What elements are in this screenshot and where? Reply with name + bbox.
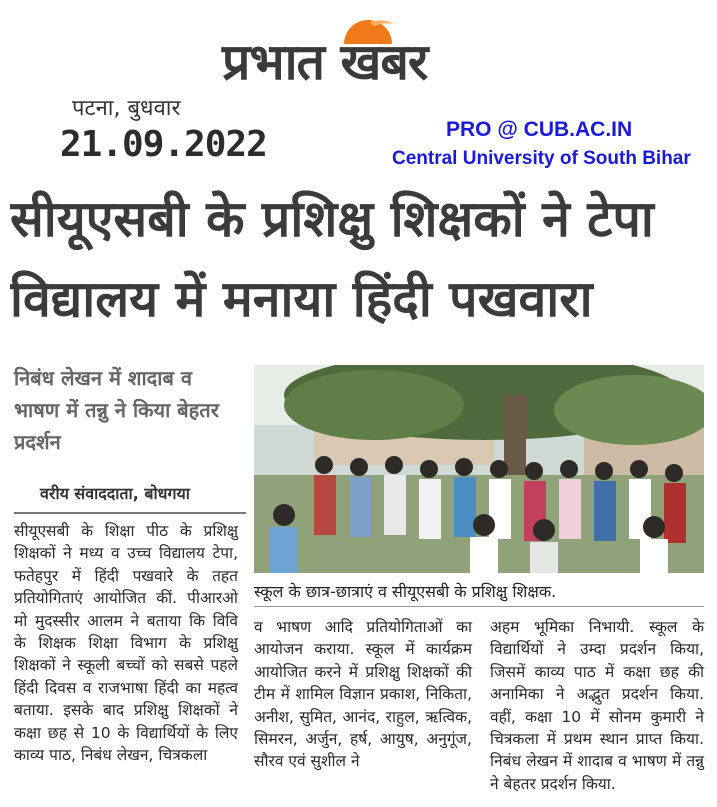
caption-divider (254, 606, 704, 607)
article-column-3 (490, 616, 704, 795)
article-text: अहम भूमिका निभायी. स्कूल के विद्यार्थियों ने उम्दा प्रदर्शन किया, जिसमें काव्य पाठ में कक्षा छह की अनामिका ने अद्भुत प्रदर्शन किया. वहीं, कक्षा 10 में सोनम कुमारी ने चित्रकला में प्रथम स्थान प्राप्त किया. निबंध लेखन में शादाब व भाषण में तन्नु ने बेहतर प्रदर्शन किया. (490, 618, 704, 793)
article-text: सीयूएसबी के शिक्षा पीठ के प्रशिक्षु शिक्षकों ने मध्य व उच्च विद्यालय टेपा, फतेहपुर में हिंदी पखवारे के तहत प्रतियोगिताएं आयोजित कीं. पीआरओ मो मुदस्सीर आलम ने बताया कि विवि के शिक्षक शिक्षा विभाग के प्रशिक्षु शिक्षकों ने स्कूली बच्चों को सबसे पहले हिंदी दिवस व राजभाषा हिंदी का महत्व बताया. इसके बाद प्रशिक्षु शिक्षकों ने कक्षा छह से 10 के विद्यार्थियों के लिए काव्य पाठ, निबंध लेखन, चित्रकला (14, 522, 238, 765)
headline-line-1: सीयूएसबी के प्रशिक्षु शिक्षकों ने टेपा (10, 190, 654, 248)
article-column-2 (254, 616, 472, 773)
dateline-city-day: पटना, बुधवार (72, 96, 181, 121)
pro-credit: PRO @ CUB.AC.IN (446, 118, 633, 141)
headline-line-2: विद्यालय में मनाया हिंदी पखवारा (10, 270, 593, 328)
masthead-logo (222, 18, 512, 98)
article-text: व भाषण आदि प्रतियोगिताओं का आयोजन कराया. स्कूल में कार्यक्रम आयोजित करने में प्रशिक्षु शिक्षकों की टीम में शामिल विज्ञान प्रकाश, निकिता, अनीश, सुमित, आनंद, राहुल, ऋत्विक, सिमरन, अर्जुन, हर्ष, आयुष, अनुगूंज, सौरव एवं सुशील ने (254, 618, 472, 771)
sub-headline: निबंध लेखन में शादाब व भाषण में तन्नु ने किया बेहतर प्रदर्शन (14, 366, 219, 454)
article-column-1 (14, 520, 238, 766)
divider (14, 512, 246, 514)
byline: वरीय संवाददाता, बोधगया (40, 484, 190, 503)
photo-caption: स्कूल के छात्र-छात्राएं व सीयूएसबी के प्रशिक्षु शिक्षक. (254, 582, 557, 601)
group-photo (254, 365, 704, 573)
dateline-date: 21.09.2022 (60, 124, 267, 165)
university-name: Central University of South Bihar (392, 148, 691, 169)
masthead-name: प्रभात खबर (222, 33, 428, 91)
